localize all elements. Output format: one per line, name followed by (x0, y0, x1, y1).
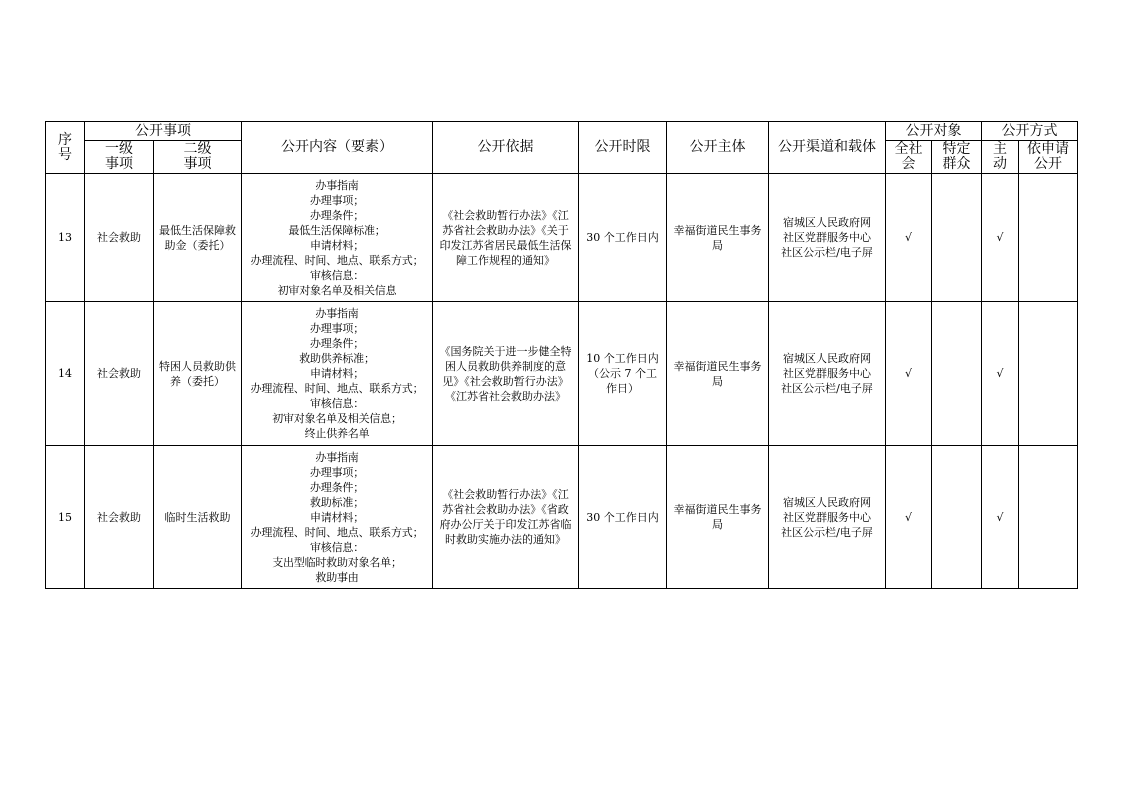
cell-channel (769, 302, 886, 446)
cell-specific-group (932, 446, 982, 589)
cell-time-limit: 30 个工作日内 (579, 174, 667, 302)
cell-basis-text: 《社会救助暂行办法》《江苏省社会救助办法》《省政府办公厅关于印发江苏省临时救助实施办法的通知》 (439, 488, 572, 546)
cell-subject-text: 幸福街道民生事务局 (673, 359, 762, 388)
channel-line: 社区党群服务中心 (783, 231, 871, 244)
cell-subject-text: 幸福街道民生事务局 (673, 223, 762, 252)
channel-line: 宿城区人民政府网 (783, 216, 871, 229)
cell-subject-text: 幸福街道民生事务局 (673, 503, 762, 531)
cell-time-limit-text: 10 个工作日内（公示 7 个工作日） (586, 352, 659, 395)
header-active (982, 141, 1019, 174)
cell-content (242, 446, 433, 589)
header-basis: 公开依据 (433, 122, 579, 174)
channel-line: 社区公示栏/电子屏 (781, 525, 873, 539)
header-whole-society-label: 全社会 (894, 141, 923, 172)
cell-level2 (154, 302, 242, 446)
table-row (46, 446, 1078, 589)
content-line: 办理条件； (310, 337, 364, 350)
cell-whole-society: √ (886, 302, 932, 446)
channel-line: 宿城区人民政府网 (783, 352, 871, 365)
content-line: 办理流程、时间、地点、联系方式； (250, 253, 424, 267)
content-line: 办理事项； (310, 322, 364, 335)
cell-basis-text: 《社会救助暂行办法》《江苏省社会救助办法》《关于印发江苏省居民最低生活保障工作规程的通知》 (439, 208, 572, 267)
content-line: 办理条件； (310, 208, 364, 222)
cell-time-limit: 30 个工作日内 (579, 446, 667, 589)
header-level1-label: 一级事项 (105, 141, 133, 172)
cell-level2 (154, 174, 242, 302)
content-line: 办事指南 (315, 307, 359, 320)
content-line: 审核信息： (310, 268, 364, 282)
content-line: 办理条件； (310, 480, 364, 494)
cell-level2-text: 最低生活保障救助金（委托） (159, 223, 236, 252)
content-line: 办理事项； (310, 193, 364, 207)
header-time-limit: 公开时限 (579, 122, 667, 174)
table-row (46, 302, 1078, 446)
cell-level1: 社会救助 (85, 302, 154, 446)
content-line: 审核信息： (310, 397, 364, 410)
channel-line: 社区党群服务中心 (783, 510, 871, 524)
header-level2-label: 二级事项 (183, 141, 212, 172)
content-line: 初审对象名单及相关信息； (272, 412, 402, 425)
cell-level1: 社会救助 (85, 446, 154, 589)
channel-line: 宿城区人民政府网 (783, 495, 871, 509)
cell-specific-group (932, 302, 982, 446)
cell-basis (433, 174, 579, 302)
cell-content (242, 174, 433, 302)
content-line: 初审对象名单及相关信息 (277, 283, 397, 297)
cell-content (242, 302, 433, 446)
cell-time-limit (579, 302, 667, 446)
content-line: 申请材料； (310, 510, 364, 524)
header-seq-label: 序号 (58, 131, 72, 163)
disclosure-table (45, 121, 1078, 589)
header-specific-group-label: 特定群众 (942, 141, 971, 172)
content-line: 支出型临时救助对象名单； (272, 555, 402, 569)
cell-subject (667, 174, 769, 302)
channel-line: 社区公示栏/电子屏 (781, 382, 873, 395)
cell-specific-group (932, 174, 982, 302)
header-matters: 公开事项 (85, 122, 242, 141)
content-line: 最低生活保障标准； (288, 223, 386, 237)
cell-on-request (1019, 446, 1078, 589)
cell-seq: 14 (46, 302, 85, 446)
cell-active: √ (982, 302, 1019, 446)
cell-on-request (1019, 174, 1078, 302)
header-specific-group (932, 141, 982, 174)
channel-line: 社区党群服务中心 (783, 367, 871, 380)
content-line: 申请材料； (310, 238, 364, 252)
cell-subject (667, 302, 769, 446)
cell-active: √ (982, 446, 1019, 589)
content-line: 办理流程、时间、地点、联系方式； (250, 525, 424, 539)
header-on-request (1019, 141, 1078, 174)
header-level1 (85, 141, 154, 174)
cell-seq: 13 (46, 174, 85, 302)
header-audience: 公开对象 (886, 122, 982, 141)
cell-level2: 临时生活救助 (154, 446, 242, 589)
header-active-label: 主动 (993, 141, 1007, 172)
content-line: 申请材料； (310, 367, 364, 380)
cell-basis (433, 302, 579, 446)
cell-level1: 社会救助 (85, 174, 154, 302)
header-content: 公开内容（要素） (242, 122, 433, 174)
cell-subject (667, 446, 769, 589)
header-seq (46, 122, 85, 174)
content-line: 救助供养标准； (299, 352, 375, 365)
cell-basis (433, 446, 579, 589)
header-on-request-label: 依申请公开 (1027, 141, 1069, 172)
content-line: 终止供养名单 (304, 427, 370, 440)
header-subject: 公开主体 (667, 122, 769, 174)
table-row (46, 174, 1078, 302)
content-line: 办事指南 (315, 178, 359, 192)
content-line: 审核信息： (310, 540, 364, 554)
content-line: 救助事由 (315, 570, 359, 584)
cell-on-request (1019, 302, 1078, 446)
header-row-1 (46, 122, 1078, 141)
header-level2 (154, 141, 242, 174)
content-line: 办事指南 (315, 450, 359, 464)
content-line: 办理流程、时间、地点、联系方式； (250, 382, 424, 395)
cell-whole-society: √ (886, 446, 932, 589)
cell-channel (769, 174, 886, 302)
content-line: 办理事项； (310, 465, 364, 479)
header-whole-society (886, 141, 932, 174)
channel-line: 社区公示栏/电子屏 (781, 246, 873, 259)
cell-seq: 15 (46, 446, 85, 589)
cell-level2-text: 特困人员救助供养（委托） (159, 359, 236, 388)
cell-channel (769, 446, 886, 589)
content-line: 救助标准； (310, 495, 364, 509)
cell-whole-society: √ (886, 174, 932, 302)
cell-active: √ (982, 174, 1019, 302)
header-channel: 公开渠道和载体 (769, 122, 886, 174)
cell-basis-text: 《国务院关于进一步健全特困人员救助供养制度的意见》《社会救助暂行办法》《江苏省社会救助办法》 (439, 344, 572, 403)
header-method: 公开方式 (982, 122, 1078, 141)
